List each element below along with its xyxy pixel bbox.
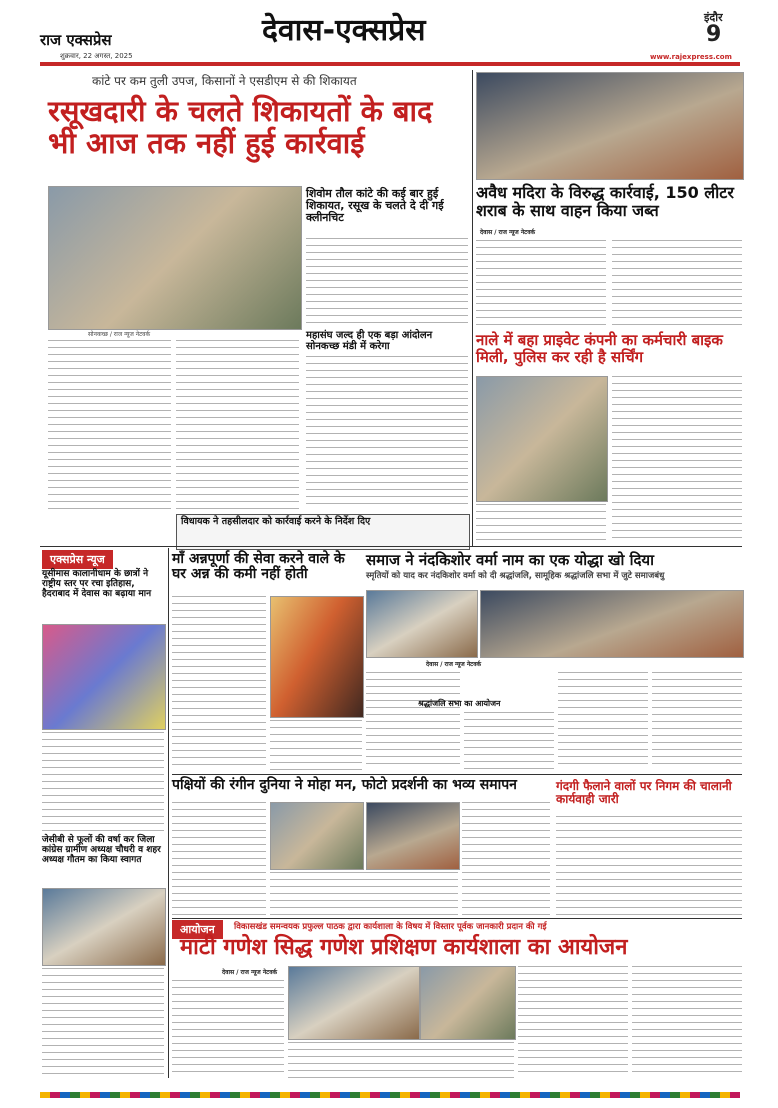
section-rule: [40, 546, 742, 547]
event-column-3: [518, 966, 628, 1078]
annapurna-photo: [270, 596, 364, 718]
tribute-headline: समाज ने नंदकिशोर वर्मा नाम का एक योद्धा खो दिया: [366, 551, 655, 569]
lead-column-1: [48, 340, 171, 510]
event-column-1: [172, 980, 284, 1078]
event-photo-2: [420, 966, 516, 1040]
excise-byline: देवास / राज न्यूज नेटवर्क: [480, 229, 536, 236]
column-rule: [472, 70, 473, 546]
dirt-text: [556, 816, 742, 916]
section-rule: [172, 774, 742, 775]
express-story2-headline: जेसीबी से फूलों की वर्षा कर जिला कांग्रेस ग्रामीण अध्यक्ष चौधरी व शहर अध्यक्ष गौतम का किया स्वागत: [42, 835, 161, 865]
website-url[interactable]: www.rajexpress.com: [650, 53, 732, 61]
birds-photo-2: [366, 802, 460, 870]
tribute-column-2: [464, 712, 554, 770]
issue-date: शुक्रवार, 22 अगस्त, 2025: [60, 52, 133, 60]
lead-subtext: [306, 238, 468, 326]
lead-box-headline: विधायक ने तहसीलदार को कार्रवाई करने के निर्देश दिए: [181, 516, 371, 527]
lead-column-3: [306, 356, 468, 510]
event-kicker: विकासखंड समन्वयक प्रफुल्ल पाठक द्वारा कार्यशाला के विषय में विस्तार पूर्वक जानकारी प्रदान की गई: [234, 922, 547, 932]
lead-headline: रसूखदारी के चलते शिकायतों के बाद भी आज तक नहीं हुई कार्रवाई: [48, 94, 433, 160]
birds-column-3: [462, 802, 550, 916]
excise-headline: अवैध मदिरा के विरुद्ध कार्रवाई, 150 लीटर शराब के साथ वाहन किया जब्त: [476, 183, 734, 220]
excise-column-2: [612, 240, 742, 328]
tribute-column-4: [652, 672, 742, 770]
express-story1-text: [42, 732, 164, 832]
tribute-column-3: [558, 672, 648, 770]
edition-city: इंदौर: [704, 11, 723, 24]
event-headline: माटी गणेश सिद्ध गणेश प्रशिक्षण कार्यशाला का आयोजन: [180, 935, 628, 960]
express-story2-photo: [42, 888, 166, 966]
drain-column-2: [476, 504, 606, 542]
event-column-2: [288, 1042, 514, 1078]
tribute-byline: देवास / राज न्यूज नेटवर्क: [426, 661, 482, 668]
section-rule: [172, 918, 742, 919]
event-column-4: [632, 966, 742, 1078]
lead-photo-caption: सोनकच्छ / राज न्यूज नेटवर्क: [88, 331, 151, 338]
drain-headline: नाले में बहा प्राइवेट कंपनी का कर्मचारी बाइक मिली, पुलिस कर रही है सर्चिंग: [476, 331, 723, 366]
page-number: 9: [706, 22, 722, 47]
lead-subheadline-2: महासंघ जल्द ही एक बड़ा आंदोलन सोनकच्छ मंडी में करेगा: [306, 330, 433, 352]
event-label: आयोजन: [172, 920, 223, 939]
event-byline: देवास / राज न्यूज नेटवर्क: [222, 969, 278, 976]
birds-column-1: [172, 802, 266, 916]
event-photo-1: [288, 966, 420, 1040]
section-title: देवास-एक्सप्रेस: [262, 13, 426, 48]
birds-column-2: [270, 872, 458, 916]
tribute-photo-2: [480, 590, 744, 658]
lead-subheadline: शिवोम तौल कांटे की कई बार हुई शिकायत, रसूख के चलते दे दी गई क्लीनचिट: [306, 187, 444, 225]
tribute-photo-1: [366, 590, 478, 658]
excise-photo: [476, 72, 744, 180]
tribute-inner-head: श्रद्धांजलि सभा का आयोजन: [418, 699, 501, 708]
tribute-column-1: [366, 672, 460, 770]
birds-headline: पक्षियों की रंगीन दुनिया ने मोहा मन, फोटो प्रदर्शनी का भव्य समापन: [172, 777, 517, 793]
lead-column-2: [176, 340, 299, 510]
column-rule: [168, 548, 169, 1078]
express-story2-text: [42, 968, 164, 1076]
drain-column-1: [612, 376, 742, 542]
lead-kicker: कांटे पर कम तुली उपज, किसानों ने एसडीएम से की शिकायत: [92, 74, 357, 88]
annapurna-column-2: [270, 720, 362, 770]
drain-photo: [476, 376, 608, 502]
annapurna-column-1: [172, 596, 266, 770]
birds-photo-1: [270, 802, 364, 870]
masthead-rule: [40, 62, 740, 66]
lead-photo: [48, 186, 302, 330]
print-color-bar: [40, 1092, 740, 1098]
express-story1-photo: [42, 624, 166, 730]
paper-name: राज एक्सप्रेस: [40, 31, 112, 49]
lead-box: [176, 514, 470, 550]
dirt-headline: गंदगी फैलाने वालों पर निगम की चालानी कार्यवाही जारी: [556, 779, 732, 807]
express-story1-headline: यूसीमास कालानीधाम के छात्रों ने राष्ट्रीय स्तर पर रचा इतिहास, हैदराबाद में देवास का बढ़ाया मान: [42, 569, 152, 599]
annapurna-headline: माँ अन्नपूर्णा की सेवा करने वाले के घर अन्न की कमी नहीं होती: [172, 551, 345, 583]
express-news-label: एक्सप्रेस न्यूज: [42, 550, 113, 569]
tribute-subhead: स्मृतियों को याद कर नंदकिशोर वर्मा को दी श्रद्धांजलि, सामूहिक श्रद्धांजलि सभा में जुटे समाजबंधु: [366, 571, 665, 581]
excise-column-1: [476, 240, 606, 328]
